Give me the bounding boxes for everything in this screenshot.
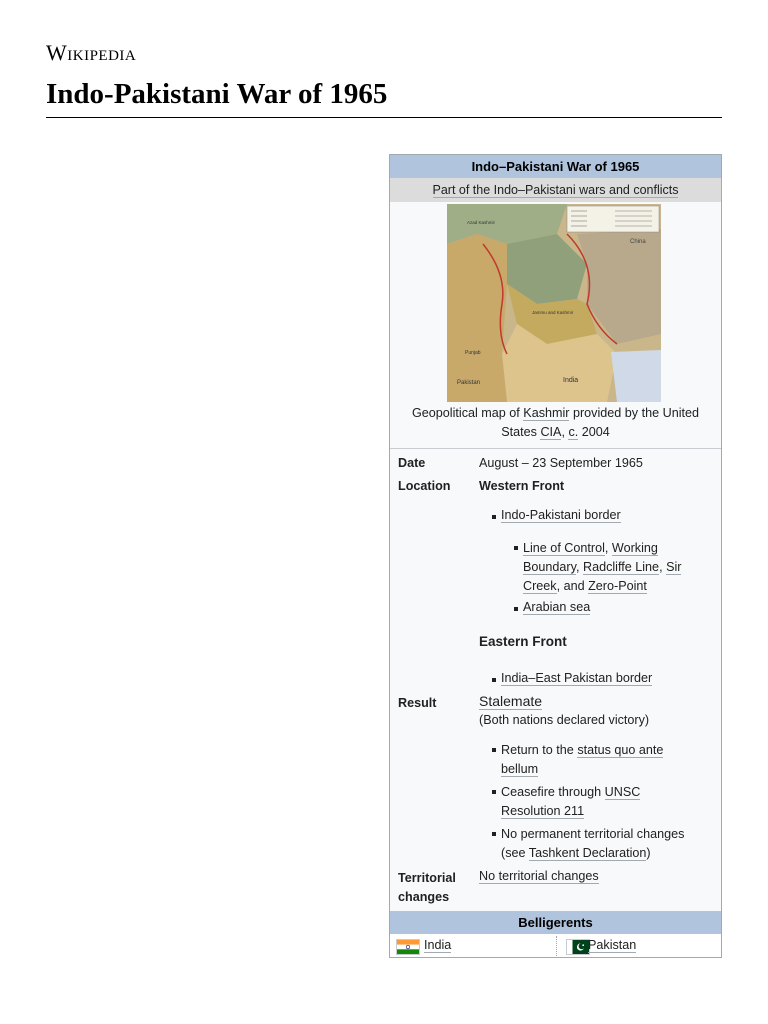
arabian-sea-link[interactable]: Arabian sea (523, 600, 591, 614)
wikipedia-wordmark[interactable]: Wikipedia (46, 40, 137, 65)
bullet (492, 790, 496, 794)
east-pak-border-link[interactable]: India–East Pakistan border (501, 671, 653, 685)
map-label-azad: Azad Kashmir (467, 220, 496, 225)
result-text: ) (646, 846, 651, 860)
belligerents-header: Belligerents (390, 911, 721, 934)
date-label: Date (398, 456, 426, 470)
column-divider (556, 936, 557, 956)
indo-pak-border-link[interactable]: Indo-Pakistani border (501, 508, 621, 522)
unsc-link[interactable]: UNSC (604, 785, 641, 799)
map-label-china: China (630, 239, 646, 245)
map-section (390, 202, 721, 398)
bullet (492, 678, 496, 682)
status-quo-link[interactable]: status quo ante (577, 743, 664, 757)
date-value: August – 23 September 1965 (479, 456, 643, 470)
result-bullet-3 (501, 825, 684, 863)
territorial-value-wrap (479, 869, 599, 883)
resolution-link[interactable]: Resolution 211 (501, 804, 585, 818)
bullet (492, 748, 496, 752)
territorial-label (398, 869, 456, 907)
kashmir-link[interactable]: Kashmir (523, 406, 570, 420)
result-text: Ceasefire through (501, 785, 605, 799)
cia-link[interactable]: CIA (540, 425, 562, 439)
zero-point-link[interactable]: Zero-Point (588, 579, 647, 593)
caption-year: 2004 (578, 425, 610, 439)
title-underline (46, 117, 722, 118)
wars-and-conflicts-link[interactable]: Part of the Indo–Pakistani wars and conflicts (432, 183, 679, 197)
stalemate-link-wrap (479, 693, 542, 709)
tashkent-link[interactable]: Tashkent Declaration (528, 846, 647, 860)
kashmir-map[interactable] (447, 204, 661, 402)
boundary-link[interactable]: Boundary (523, 560, 576, 574)
loc-sub-items (523, 539, 718, 596)
result-text: Return to the (501, 743, 578, 757)
india-flag-icon (396, 939, 420, 955)
loc-border-item (501, 508, 621, 522)
belligerents-row (390, 934, 721, 958)
creek-link[interactable]: Creek (523, 579, 557, 593)
bullet (514, 607, 518, 611)
location-label: Location (398, 479, 451, 493)
page-title: Indo-Pakistani War of 1965 (46, 78, 388, 110)
map-label-punjab: Punjab (465, 350, 481, 356)
map-legend (567, 206, 659, 232)
result-note: (Both nations declared victory) (479, 713, 650, 727)
and: , and (556, 579, 589, 593)
eastern-front-heading: Eastern Front (479, 634, 567, 649)
territorial-label-2: changes (398, 890, 450, 904)
pakistan-link[interactable]: Pakistan (588, 938, 637, 952)
map-label-pakistan: Pakistan (457, 380, 481, 386)
bullet (492, 515, 496, 519)
result-bullet-1 (501, 741, 663, 779)
arabian-item (523, 600, 590, 614)
infobox (389, 154, 722, 958)
caption-text: Geopolitical map of (411, 406, 524, 420)
pakistan-flag-icon (566, 939, 590, 955)
working-link[interactable]: Working (611, 541, 658, 555)
territorial-label-1: Territorial (398, 871, 456, 885)
result-text: (see (501, 846, 529, 860)
result-bullet-2 (501, 783, 640, 821)
details-rows (390, 449, 721, 911)
no-territorial-changes-link[interactable]: No territorial changes (479, 869, 599, 883)
comma: , (575, 560, 580, 574)
caption-sep: , (561, 425, 569, 439)
sir-link[interactable]: Sir (666, 560, 682, 574)
map-label-india: India (563, 377, 579, 384)
bullet (492, 832, 496, 836)
radcliffe-link[interactable]: Radcliffe Line (582, 560, 660, 574)
infobox-subtitle (390, 178, 721, 202)
map-label-jk: Jammu and Kashmir (532, 310, 574, 315)
western-front-heading: Western Front (479, 479, 565, 493)
comma: , (659, 560, 663, 574)
bellum-link[interactable]: bellum (501, 762, 539, 776)
comma: , (604, 541, 609, 555)
caption-text-2: provided by the United States (501, 406, 700, 439)
stalemate-link[interactable]: Stalemate (479, 693, 543, 709)
circa-link[interactable]: c. (568, 425, 579, 439)
infobox-title: Indo–Pakistani War of 1965 (390, 155, 721, 178)
east-border-item (501, 671, 652, 685)
result-label: Result (398, 696, 437, 710)
loc-link[interactable]: Line of Control (523, 541, 605, 555)
bullet (514, 546, 518, 550)
map-caption (390, 404, 721, 448)
india-link[interactable]: India (424, 938, 452, 952)
map-region-pakistan (447, 234, 507, 402)
result-text: No permanent territorial changes (501, 827, 685, 841)
map-inset (611, 350, 661, 402)
